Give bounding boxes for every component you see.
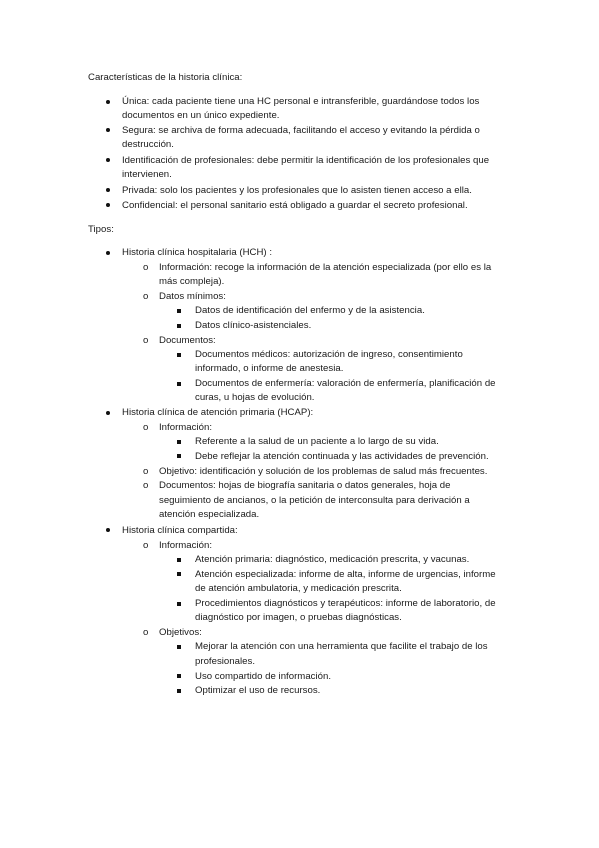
square-bullet-icon: [177, 454, 181, 458]
caracteristica-1-line-2: documentos en un único expediente.: [122, 110, 280, 121]
square-bullet-icon: [177, 309, 181, 313]
bullet-icon: [106, 251, 110, 255]
square-bullet-icon: [177, 353, 181, 357]
compartida-objetivos-item-3: Optimizar el uso de recursos.: [195, 685, 321, 696]
hch-documentos-label: Documentos:: [159, 335, 216, 346]
compartida-informacion-item-3-line-1: Procedimientos diagnósticos y terapéuticos: informe de laboratorio, de: [195, 598, 496, 609]
compartida-objetivos-item-1-line-1: Mejorar la atención con una herramienta que facilite el trabajo de los: [195, 641, 488, 652]
caracteristica-2-line-2: destrucción.: [122, 139, 174, 150]
compartida-informacion-item-1: Atención primaria: diagnóstico, medicación prescrita, y vacunas.: [195, 554, 470, 565]
circle-bullet-icon: o: [143, 627, 149, 638]
circle-bullet-icon: o: [143, 262, 149, 273]
hch-documentos-item-1-line-2: informado, o informe de anestesia.: [195, 363, 344, 374]
hch-datos-minimos-label: Datos mínimos:: [159, 291, 226, 302]
hcap-documentos-line-1: Documentos: hojas de biografía sanitaria o datos generales, hoja de: [159, 480, 451, 491]
bullet-icon: [106, 528, 110, 532]
hch-title: Historia clínica hospitalaria (HCH) :: [122, 247, 273, 258]
square-bullet-icon: [177, 558, 181, 562]
compartida-informacion-item-2-line-1: Atención especializada: informe de alta, informe de urgencias, informe: [195, 569, 496, 580]
caracteristica-1-line-1: Única: cada paciente tiene una HC personal e intransferible, guardándose todos los: [122, 96, 480, 107]
caracteristica-3-line-1: Identificación de profesionales: debe permitir la identificación de los profesionales que: [122, 155, 490, 166]
hcap-informacion-item-1: Referente a la salud de un paciente a lo largo de su vida.: [195, 436, 439, 447]
hch-documentos-item-2-line-2: curas, u hojas de evolución.: [195, 392, 315, 403]
circle-bullet-icon: o: [143, 480, 149, 491]
compartida-informacion-item-3-line-2: diagnóstico por imagen, o pruebas diagnósticas.: [195, 612, 402, 623]
compartida-title: Historia clínica compartida:: [122, 525, 238, 536]
hcap-informacion-label: Información:: [159, 422, 213, 433]
section-heading-tipos: Tipos:: [88, 224, 114, 235]
caracteristica-3-line-2: intervienen.: [122, 169, 172, 180]
square-bullet-icon: [177, 382, 181, 386]
circle-bullet-icon: o: [143, 291, 149, 302]
square-bullet-icon: [177, 645, 181, 649]
hch-informacion-line-1: Información: recoge la información de la atención especializada (por ello es la: [159, 262, 492, 273]
hch-documentos-item-2-line-1: Documentos de enfermería: valoración de enfermería, planificación de: [195, 378, 496, 389]
square-bullet-icon: [177, 602, 181, 606]
hch-datos-minimos-item-2: Datos clínico-asistenciales.: [195, 320, 312, 331]
bullet-icon: [106, 100, 110, 104]
hcap-title: Historia clínica de atención primaria (HCAP):: [122, 407, 314, 418]
compartida-objetivos-item-2: Uso compartido de información.: [195, 671, 332, 682]
hcap-objetivo: Objetivo: identificación y solución de los problemas de salud más frecuentes.: [159, 466, 488, 477]
hch-datos-minimos-item-1: Datos de identificación del enfermo y de la asistencia.: [195, 305, 425, 316]
caracteristica-4-line-1: Privada: solo los pacientes y los profesionales que lo asisten tienen acceso a ella.: [122, 185, 472, 196]
square-bullet-icon: [177, 572, 181, 576]
compartida-informacion-item-2-line-2: de atención ambulatoria, y medicación prescrita.: [195, 583, 402, 594]
circle-bullet-icon: o: [143, 422, 149, 433]
compartida-informacion-label: Información:: [159, 540, 213, 551]
hch-informacion-line-2: más compleja).: [159, 276, 225, 287]
bullet-icon: [106, 203, 110, 207]
hcap-documentos-line-3: atención especializada.: [159, 509, 260, 520]
square-bullet-icon: [177, 440, 181, 444]
hcap-informacion-item-2: Debe reflejar la atención continuada y las actividades de prevención.: [195, 451, 489, 462]
circle-bullet-icon: o: [143, 466, 149, 477]
section-heading-caracteristicas: Características de la historia clínica:: [88, 72, 243, 83]
caracteristica-5-line-1: Confidencial: el personal sanitario está obligado a guardar el secreto profesional.: [122, 200, 468, 211]
square-bullet-icon: [177, 689, 181, 693]
circle-bullet-icon: o: [143, 335, 149, 346]
compartida-objetivos-label: Objetivos:: [159, 627, 202, 638]
hch-documentos-item-1-line-1: Documentos médicos: autorización de ingreso, consentimiento: [195, 349, 463, 360]
square-bullet-icon: [177, 324, 181, 328]
bullet-icon: [106, 128, 110, 132]
caracteristica-2-line-1: Segura: se archiva de forma adecuada, facilitando el acceso y evitando la pérdida o: [122, 125, 480, 136]
bullet-icon: [106, 188, 110, 192]
bullet-icon: [106, 411, 110, 415]
compartida-objetivos-item-1-line-2: profesionales.: [195, 656, 256, 667]
square-bullet-icon: [177, 674, 181, 678]
circle-bullet-icon: o: [143, 540, 149, 551]
bullet-icon: [106, 158, 110, 162]
hcap-documentos-line-2: seguimiento de ancianos, o la petición de interconsulta para derivación a: [159, 495, 470, 506]
